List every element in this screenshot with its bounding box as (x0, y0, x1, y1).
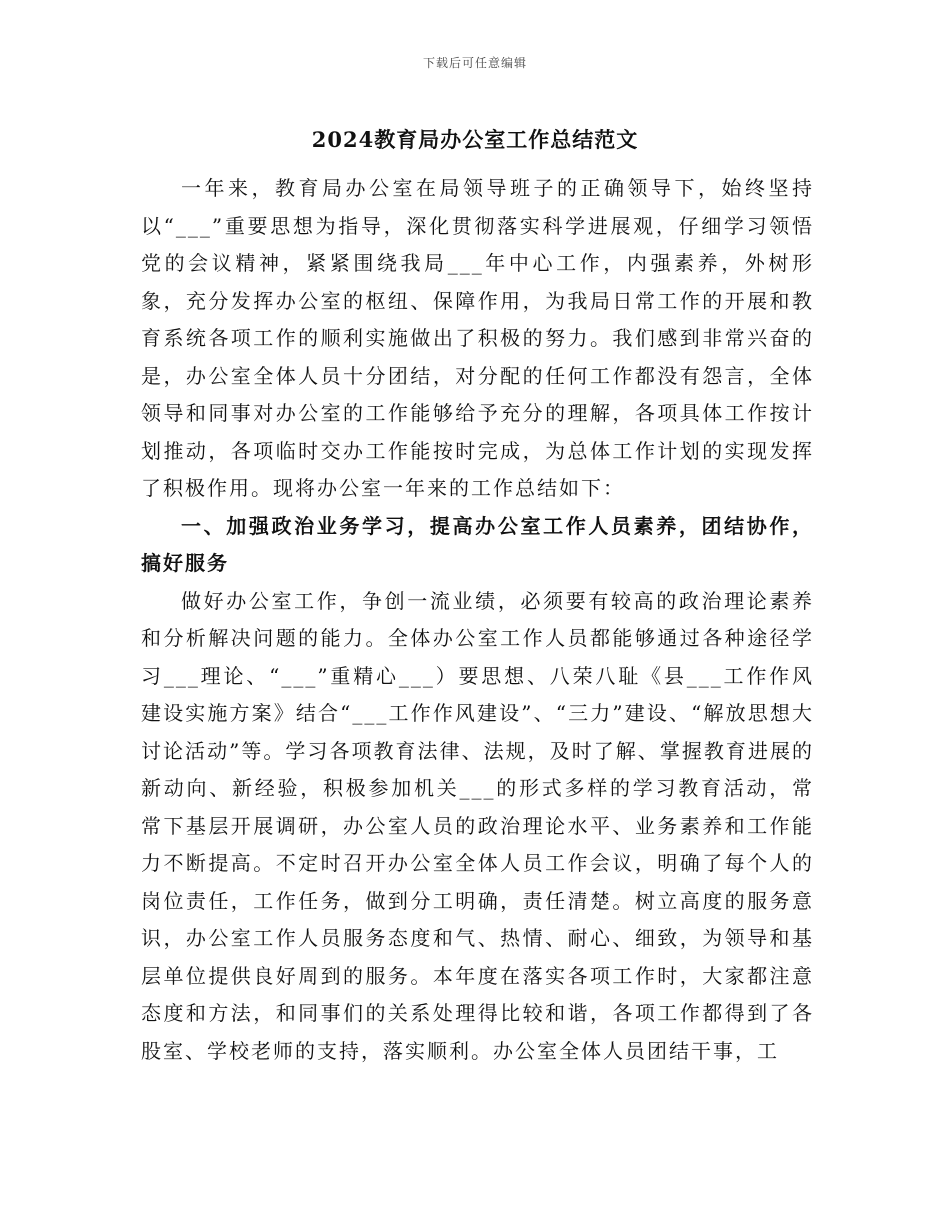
document-title: 2024教育局办公室工作总结范文 (311, 127, 639, 152)
page-header-note: 下载后可任意编辑 (422, 56, 527, 70)
section-1-paragraph: 做好办公室工作，争创一流业绩，必须要有较高的政治理论素养和分析解决问题的能力。全体办公室工作人员都能够通过各种途径学习___理论、“___”重精心___）要思想、八荣八耻《县___工作作风建设实施方案》结合“___工作作风建设”、“三力”建设、“解放思想大讨论活动”等。学习各项教育法律、法规，及时了解、掌握教育进展的新动向、新经验，积极参加机关___的形式多样的学习教育活动，常常下基层开展调研，办公室人员的政治理论水平、业务素养和工作能力不断提高。不定时召开办公室全体人员工作会议，明确了每个人的岗位责任，工作任务，做到分工明确，责任清楚。树立高度的服务意识，办公室工作人员服务态度和气、热情、耐心、细致，为领导和基层单位提供良好周到的服务。本年度在落实各项工作时，大家都注意态度和方法，和同事们的关系处理得比较和谐，各项工作都得到了各股室、学校老师的支持，落实顺利。办公室全体人员团结干事，工 (141, 588, 814, 1063)
section-1-heading: 一、加强政治业务学习，提高办公室工作人员素养，团结协作，搞好服务 (141, 513, 814, 575)
document-body (141, 170, 814, 1070)
intro-paragraph: 一年来，教育局办公室在局领导班子的正确领导下，始终坚持以“___”重要思想为指导，深化贯彻落实科学进展观，仔细学习领悟党的会议精神，紧紧围绕我局___年中心工作，内强素养，外树形象，充分发挥办公室的枢纽、保障作用，为我局日常工作的开展和教育系统各项工作的顺利实施做出了积极的努力。我们感到非常兴奋的是，办公室全体人员十分团结，对分配的任何工作都没有怨言，全体领导和同事对办公室的工作能够给予充分的理解，各项具体工作按计划推动，各项临时交办工作能按时完成，为总体工作计划的实现发挥了积极作用。现将办公室一年来的工作总结如下： (141, 176, 814, 500)
